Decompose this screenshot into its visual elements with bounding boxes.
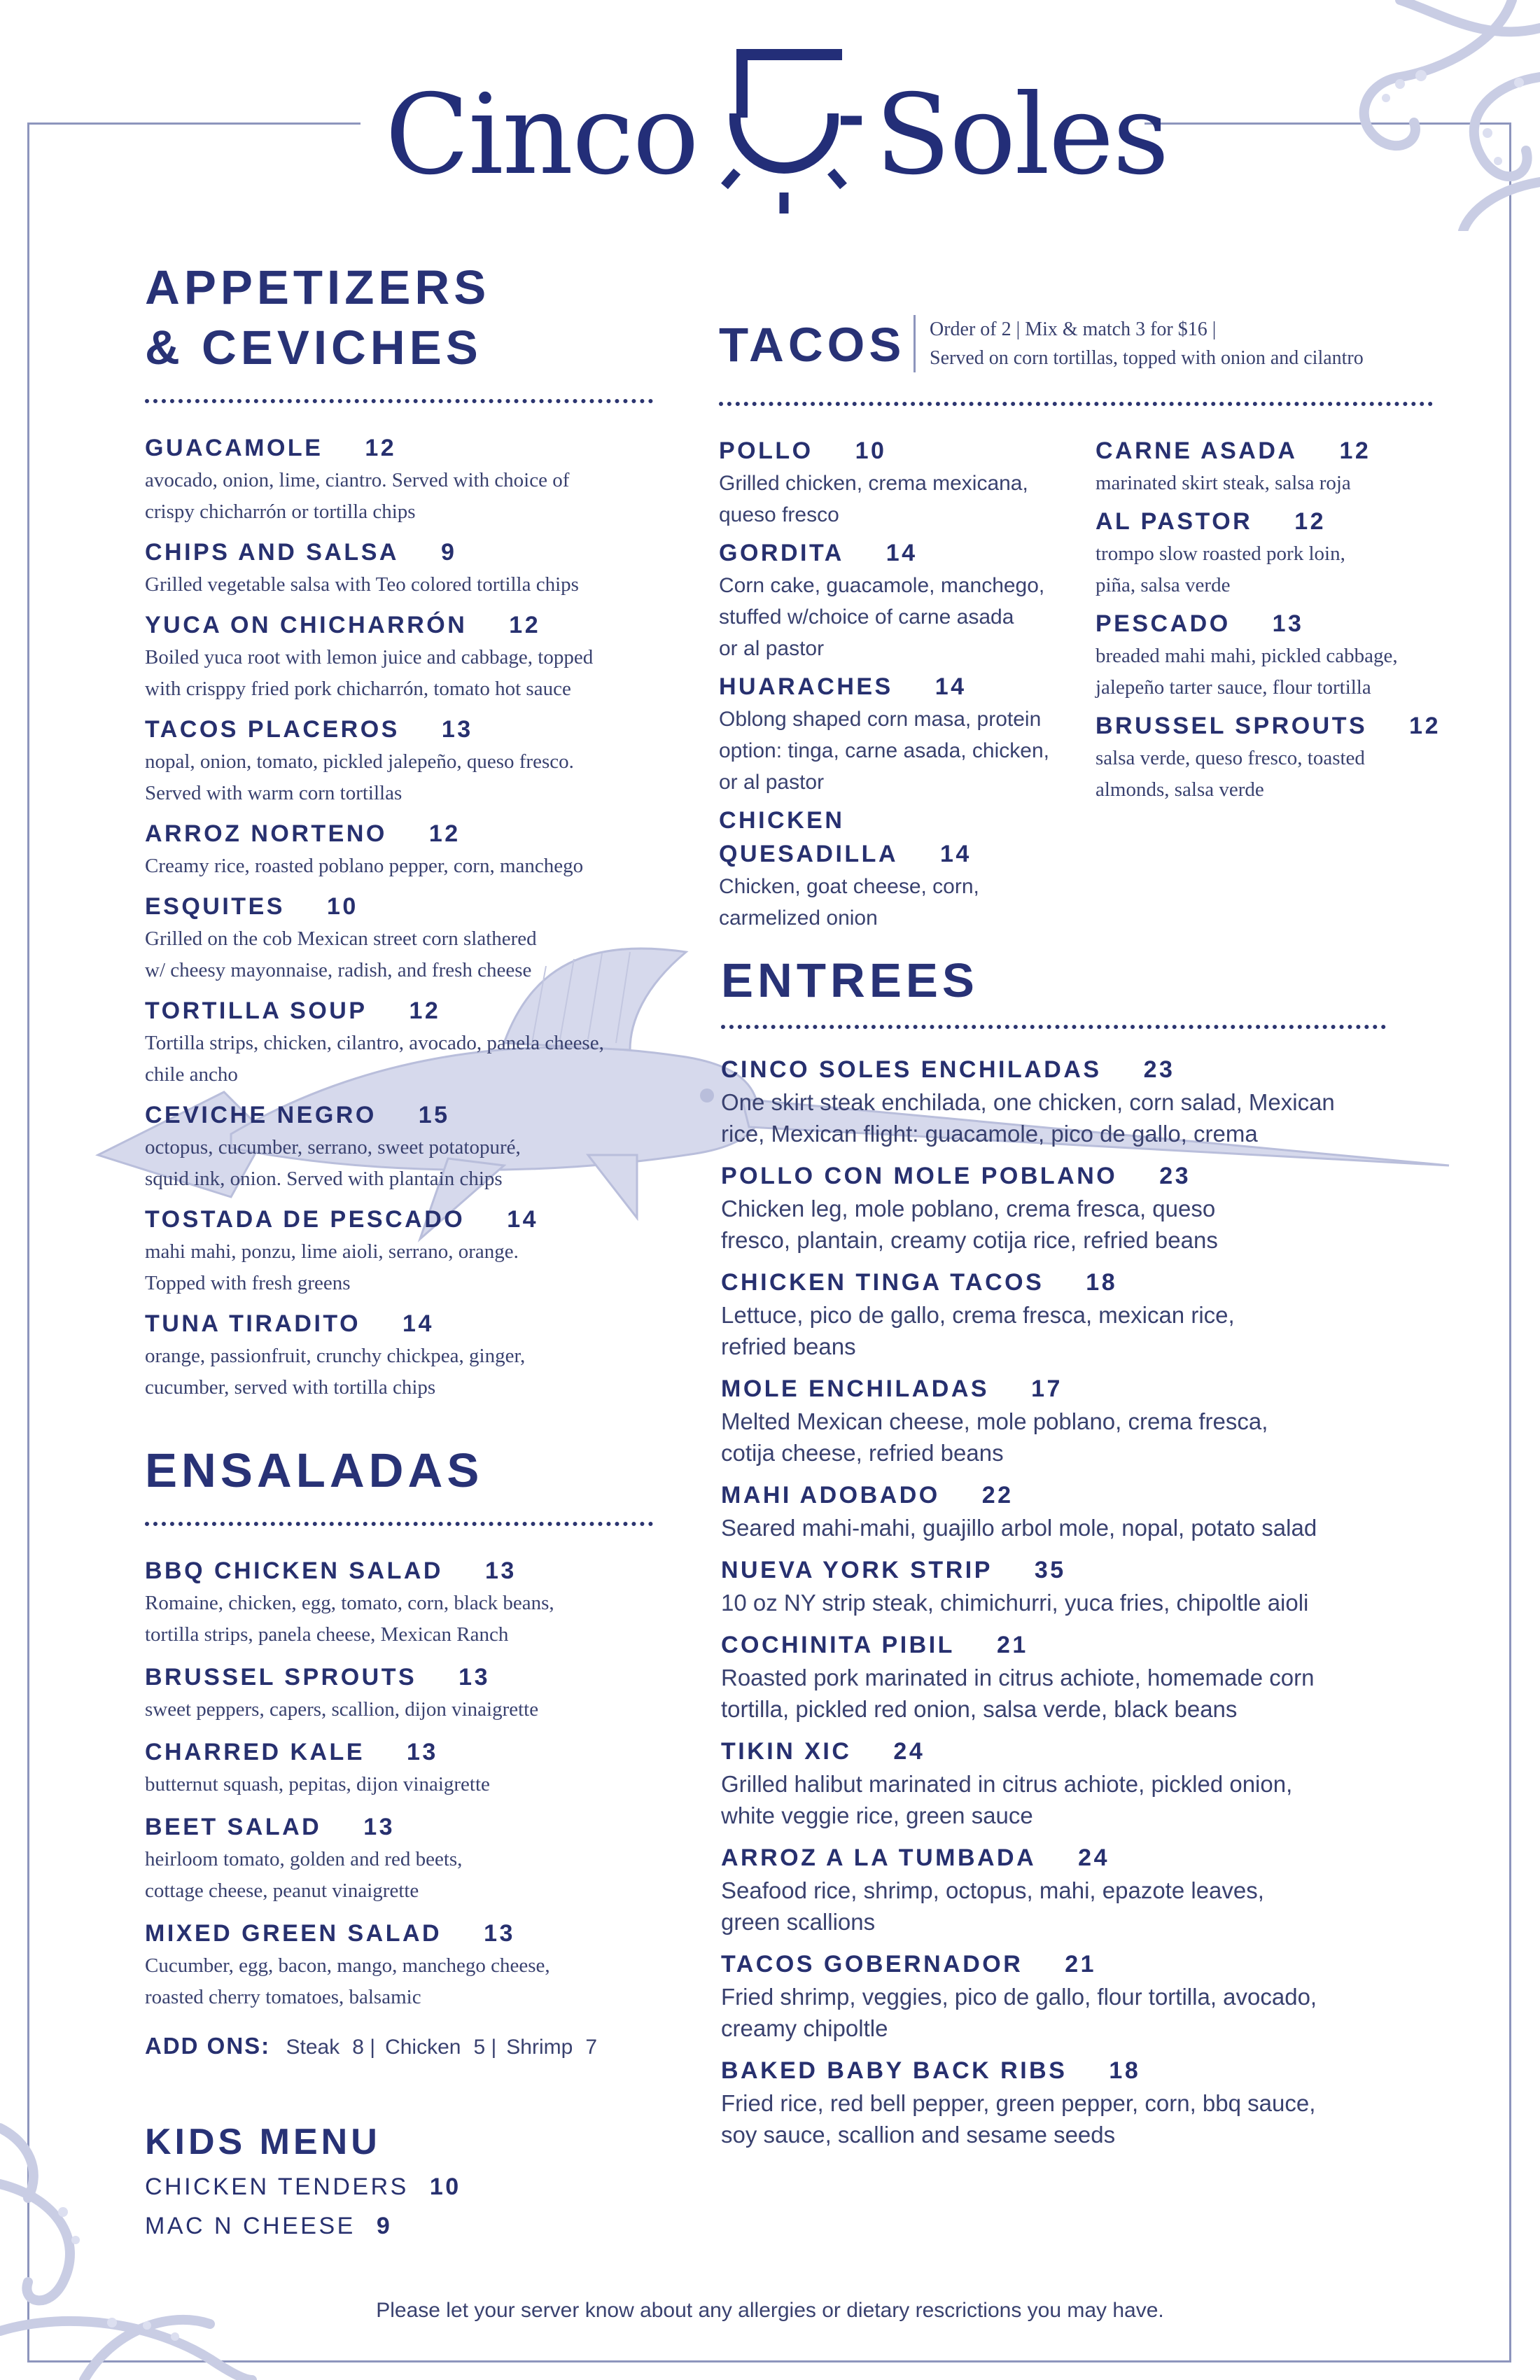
kids-list	[145, 2167, 656, 2246]
octopus-top-right-illustration	[1190, 0, 1540, 231]
menu-item	[145, 1660, 656, 1726]
menu-item-description: Corn cake, guacamole, manchego,	[719, 574, 1045, 597]
menu-item-price: 13	[363, 1814, 396, 1840]
menu-item	[145, 431, 656, 528]
menu-item-title	[1096, 505, 1460, 538]
menu-item-price: 23	[1143, 1056, 1175, 1083]
menu-item-description: carmelized onion	[719, 906, 878, 930]
menu-item-description: Grilled on the cob Mexican street corn slathered	[145, 927, 537, 950]
menu-item-description: crispy chicharrón or tortilla chips	[145, 500, 416, 523]
ensaladas-list	[145, 1554, 656, 2013]
menu-item-price: 18	[1109, 2057, 1141, 2084]
menu-item-name: CEVICHE NEGRO	[145, 1102, 377, 1128]
menu-item	[145, 1917, 656, 2013]
menu-item-description: cottage cheese, peanut vinaigrette	[145, 1879, 419, 1902]
menu-item	[721, 1841, 1421, 1938]
menu-item-description: heirloom tomato, golden and red beets,	[145, 1848, 463, 1870]
menu-item-title	[145, 994, 656, 1028]
menu-item	[721, 1053, 1421, 1149]
menu-item-description: Topped with fresh greens	[145, 1272, 351, 1294]
menu-item-title	[145, 431, 656, 465]
appetizers-title-line2: & CEVICHES	[145, 321, 482, 374]
menu-item-name: ARROZ NORTENO	[145, 820, 387, 847]
menu-item-description: tortilla, pickled red onion, salsa verde, black beans	[721, 1696, 1238, 1722]
tacos-note	[913, 315, 1364, 372]
menu-item-title	[145, 1307, 656, 1340]
menu-item-name: CHICKEN TINGA TACOS	[721, 1269, 1044, 1296]
menu-item-price: 14	[402, 1310, 434, 1337]
tacos-right-list	[1096, 434, 1460, 806]
menu-item-price: 14	[507, 1206, 539, 1233]
menu-item-title	[721, 1735, 1421, 1768]
menu-item	[719, 536, 1083, 664]
menu-item-title	[719, 536, 1083, 570]
menu-item-name: GUACAMOLE	[145, 435, 323, 461]
entrees-section	[721, 951, 1421, 2150]
menu-item	[719, 434, 1083, 531]
menu-item-title	[721, 1266, 1421, 1299]
menu-item-title	[145, 536, 656, 569]
menu-item-price: 9	[440, 539, 457, 566]
menu-item-name: GORDITA	[719, 540, 844, 566]
menu-item-name: COCHINITA PIBIL	[721, 1632, 955, 1658]
menu-item-description: Seafood rice, shrimp, octopus, mahi, epazote leaves,	[721, 1877, 1264, 1903]
menu-item-name: BAKED BABY BACK RIBS	[721, 2057, 1068, 2084]
menu-item-description: squid ink, onion. Served with plantain chips	[145, 1168, 503, 1190]
menu-item-description: tortilla strips, panela cheese, Mexican Ranch	[145, 1623, 509, 1646]
menu-item-name: CARNE ASADA	[1096, 438, 1298, 464]
menu-item-description: or al pastor	[719, 637, 825, 660]
menu-item	[721, 1628, 1421, 1725]
menu-item-description: roasted cherry tomatoes, balsamic	[145, 1986, 421, 2008]
menu-item-description: sweet peppers, capers, scallion, dijon vinaigrette	[145, 1698, 539, 1721]
separator: |	[485, 2036, 497, 2059]
menu-item-name: CINCO SOLES ENCHILADAS	[721, 1056, 1102, 1083]
menu-item-description: Fried rice, red bell pepper, green pepper, corn, bbq sauce,	[721, 2090, 1316, 2116]
menu-item-name: BEET SALAD	[145, 1814, 322, 1840]
menu-item-price: 14	[940, 841, 972, 867]
menu-item-description: Creamy rice, roasted poblano pepper, corn, manchego	[145, 855, 584, 877]
menu-item-price: 12	[409, 997, 441, 1024]
ensaladas-title: ENSALADAS	[145, 1443, 484, 1497]
menu-item-description: stuffed w/choice of carne asada	[719, 606, 1014, 629]
menu-item-price: 13	[484, 1558, 517, 1584]
menu-item	[721, 1266, 1421, 1362]
menu-item	[145, 1554, 656, 1651]
menu-item-name: MIXED GREEN SALAD	[145, 1920, 442, 1947]
menu-item-description: 10 oz NY strip steak, chimichurri, yuca fries, chipoltle aioli	[721, 1590, 1309, 1616]
menu-item	[1096, 709, 1460, 806]
menu-item-description: avocado, onion, lime, ciantro. Served with choice of	[145, 469, 570, 491]
menu-item-description: Served with warm corn tortillas	[145, 782, 402, 804]
menu-item-name: HUARACHES	[719, 673, 893, 700]
kids-item	[145, 2167, 656, 2206]
menu-item-description: Chicken, goat cheese, corn,	[719, 875, 979, 898]
kids-title: KIDS MENU	[145, 2122, 381, 2162]
menu-item-name: TORTILLA SOUP	[145, 997, 368, 1024]
menu-item	[145, 994, 656, 1091]
add-ons-list	[276, 2036, 597, 2059]
menu-item-description: with crisppy fried pork chicharrón, tomato hot sauce	[145, 678, 571, 700]
menu-item-title	[1096, 434, 1460, 468]
menu-item-description: Cucumber, egg, bacon, mango, manchego cheese,	[145, 1954, 550, 1977]
menu-item-price: 35	[1034, 1557, 1066, 1583]
menu-item-price: 13	[1272, 610, 1304, 637]
menu-item-name: TIKIN XIC	[721, 1738, 852, 1765]
menu-item	[145, 1307, 656, 1404]
add-on-name: Steak	[286, 2036, 340, 2059]
menu-item-name: BRUSSEL SPROUTS	[145, 1664, 417, 1690]
menu-item-name: POLLO	[719, 438, 813, 464]
kids-item-name: CHICKEN TENDERS	[145, 2174, 409, 2200]
kids-item-price: 9	[376, 2213, 393, 2239]
menu-item-description: white veggie rice, green sauce	[721, 1802, 1033, 1828]
menu-item-description: Grilled vegetable salsa with Teo colored tortilla chips	[145, 573, 579, 596]
tacos-left-list	[719, 434, 1083, 934]
menu-item-price: 24	[893, 1738, 925, 1765]
menu-item-description: Tortilla strips, chicken, cilantro, avocado, panela cheese,	[145, 1032, 604, 1054]
menu-item-name: TACOS PLACEROS	[145, 716, 400, 743]
menu-item	[1096, 505, 1460, 601]
menu-item-title	[719, 670, 1083, 704]
menu-item	[145, 536, 656, 601]
add-ons	[145, 2029, 656, 2065]
kids-item	[145, 2206, 656, 2246]
menu-item	[145, 1098, 656, 1195]
menu-item-name: TOSTADA DE PESCADO	[145, 1206, 465, 1233]
menu-item	[721, 1478, 1421, 1544]
menu-item	[145, 817, 656, 882]
menu-item-title	[721, 1159, 1421, 1193]
menu-item-description: nopal, onion, tomato, pickled jalepeño, queso fresco.	[145, 750, 574, 773]
add-on-item	[506, 2036, 597, 2059]
menu-item-title	[145, 1917, 656, 1950]
menu-item-price: 10	[855, 438, 887, 464]
menu-item-description: breaded mahi mahi, pickled cabbage,	[1096, 645, 1398, 667]
menu-item-name: AL PASTOR	[1096, 508, 1253, 535]
menu-item-description: green scallions	[721, 1909, 876, 1935]
menu-item-title	[145, 1098, 656, 1132]
menu-item-price: 15	[418, 1102, 450, 1128]
menu-item-title	[721, 1553, 1421, 1587]
menu-item-name: BBQ CHICKEN SALAD	[145, 1558, 443, 1584]
menu-item-price: 13	[484, 1920, 515, 1947]
menu-item-title	[1096, 709, 1460, 743]
menu-item-description: fresco, plantain, creamy cotija rice, refried beans	[721, 1227, 1218, 1253]
menu-item-description: chile ancho	[145, 1063, 238, 1086]
menu-item-description: butternut squash, pepitas, dijon vinaigrette	[145, 1773, 490, 1795]
menu-item	[721, 2054, 1421, 2150]
menu-item	[721, 1553, 1421, 1618]
tacos-note-line1: Order of 2 | Mix & match 3 for $16 |	[930, 318, 1217, 340]
tacos-title: TACOS	[719, 318, 906, 372]
add-on-name: Shrimp	[506, 2036, 573, 2059]
appetizers-section	[145, 258, 656, 1404]
left-column	[145, 258, 656, 2239]
menu-item-name: ARROZ A LA TUMBADA	[721, 1844, 1037, 1871]
appetizers-list	[145, 431, 656, 1404]
separator: |	[363, 2036, 376, 2059]
menu-item-description: Grilled chicken, crema mexicana,	[719, 472, 1028, 495]
logo-word-soles: Soles	[875, 71, 1168, 200]
menu-item	[1096, 607, 1460, 704]
menu-item-description: queso fresco	[719, 503, 839, 526]
menu-item-description: piña, salsa verde	[1096, 574, 1231, 596]
menu-item-price: 23	[1159, 1163, 1191, 1189]
menu-item-description: trompo slow roasted pork loin,	[1096, 542, 1345, 565]
menu-item-name: YUCA ON CHICHARRÓN	[145, 612, 468, 638]
add-on-price: 5	[473, 2036, 486, 2059]
menu-item-description: soy sauce, scallion and sesame seeds	[721, 2122, 1116, 2148]
kids-item-price: 10	[429, 2174, 461, 2200]
divider	[145, 1522, 653, 1526]
menu-item-price: 22	[981, 1482, 1014, 1508]
entrees-list	[721, 1053, 1421, 2150]
menu-item-price: 12	[1294, 508, 1326, 535]
menu-item-price: 21	[996, 1632, 1028, 1658]
entrees-title: ENTREES	[721, 953, 979, 1007]
appetizers-title-line1: APPETIZERS	[145, 260, 491, 314]
menu-item-name: NUEVA YORK STRIP	[721, 1557, 993, 1583]
menu-item-title	[719, 434, 1083, 468]
tacos-header	[719, 315, 905, 375]
add-on-item	[286, 2036, 364, 2059]
menu-item-name: BRUSSEL SPROUTS	[1096, 713, 1368, 739]
menu-item-description: almonds, salsa verde	[1096, 778, 1264, 801]
menu-item-title	[721, 1841, 1421, 1875]
menu-item-name: POLLO CON MOLE POBLANO	[721, 1163, 1118, 1189]
menu-item	[721, 1947, 1421, 2044]
add-on-name: Chicken	[385, 2036, 461, 2059]
menu-item-description: orange, passionfruit, crunchy chickpea, ginger,	[145, 1345, 526, 1367]
menu-item-title	[721, 1053, 1421, 1086]
appetizers-title	[145, 258, 656, 378]
ensaladas-section	[145, 1441, 656, 2065]
menu-item-price: 13	[441, 716, 473, 743]
menu-item-price: 10	[326, 893, 358, 920]
menu-item-title	[145, 1735, 656, 1769]
menu-item-price: 14	[886, 540, 918, 566]
menu-item-description: w/ cheesy mayonnaise, radish, and fresh cheese	[145, 959, 532, 981]
kids-section	[145, 2120, 656, 2246]
menu-item-description: cotija cheese, refried beans	[721, 1440, 1004, 1466]
menu-item-description: Romaine, chicken, egg, tomato, corn, black beans,	[145, 1592, 554, 1614]
menu-item-description: marinated skirt steak, salsa roja	[1096, 472, 1351, 494]
menu-item-title	[719, 804, 1083, 871]
menu-item-title	[721, 1372, 1421, 1406]
add-on-price: 7	[585, 2036, 597, 2059]
menu-item-name: TUNA TIRADITO	[145, 1310, 361, 1337]
menu-item-description: Roasted pork marinated in citrus achiote, homemade corn	[721, 1665, 1315, 1690]
menu-item	[721, 1735, 1421, 1831]
menu-item-title	[145, 817, 656, 850]
menu-item	[721, 1372, 1421, 1469]
menu-item-description: rice, Mexican flight: guacamole, pico de gallo, crema	[721, 1121, 1258, 1147]
tacos-note-line2: Served on corn tortillas, topped with onion and cilantro	[930, 347, 1364, 369]
menu-item-title	[145, 608, 656, 642]
menu-item-description: Boiled yuca root with lemon juice and cabbage, topped	[145, 646, 594, 668]
menu-item-price: 24	[1078, 1844, 1110, 1871]
menu-item	[145, 1810, 656, 1907]
menu-item-description: Lettuce, pico de gallo, crema fresca, mexican rice,	[721, 1302, 1235, 1328]
menu-item-title	[721, 1628, 1421, 1662]
menu-item-title	[145, 1203, 656, 1236]
menu-item-price: 21	[1065, 1951, 1097, 1977]
menu-item-description: octopus, cucumber, serrano, sweet potatopuré,	[145, 1136, 521, 1158]
menu-item-description: cucumber, served with tortilla chips	[145, 1376, 436, 1399]
add-ons-label: ADD ONS:	[145, 2033, 271, 2059]
menu-item-price: 14	[934, 673, 967, 700]
divider	[145, 399, 653, 403]
kids-item-name: MAC N CHEESE	[145, 2213, 356, 2239]
menu-item	[145, 890, 656, 986]
menu-item-description: Chicken leg, mole poblano, crema fresca, queso	[721, 1196, 1216, 1222]
menu-item	[145, 608, 656, 705]
menu-item-name: MOLE ENCHILADAS	[721, 1376, 990, 1402]
logo-word-cinco: Cinco	[385, 71, 698, 200]
menu-item-price: 18	[1086, 1269, 1118, 1296]
allergy-note: Please let your server know about any allergies or dietary rescrictions you may have.	[376, 2299, 1164, 2322]
logo	[385, 42, 1168, 217]
menu-item-description: salsa verde, queso fresco, toasted	[1096, 747, 1365, 769]
menu-item	[719, 804, 1083, 934]
menu-item-title	[145, 1554, 656, 1588]
menu-item-description: Grilled halibut marinated in citrus achiote, pickled onion,	[721, 1771, 1293, 1797]
menu-item-title	[1096, 607, 1460, 640]
menu-item-name: PESCADO	[1096, 610, 1231, 637]
menu-item-price: 17	[1031, 1376, 1063, 1402]
menu-item-title	[145, 1810, 656, 1844]
menu-item	[145, 1203, 656, 1299]
menu-item-description: refried beans	[721, 1334, 856, 1359]
menu-item-price: 12	[365, 435, 397, 461]
menu-item-name: CHICKEN QUESADILLA	[719, 807, 898, 867]
menu-item-description: Fried shrimp, veggies, pico de gallo, flour tortilla, avocado,	[721, 1984, 1317, 2010]
menu-item-description: creamy chipoltle	[721, 2015, 888, 2041]
add-on-item	[385, 2036, 485, 2059]
menu-item-name: TACOS GOBERNADOR	[721, 1951, 1023, 1977]
menu-item-price: 13	[407, 1739, 438, 1765]
menu-item-name: MAHI ADOBADO	[721, 1482, 940, 1508]
menu-item	[1096, 434, 1460, 499]
menu-item	[721, 1159, 1421, 1256]
menu-item-description: One skirt steak enchilada, one chicken, corn salad, Mexican	[721, 1089, 1335, 1115]
menu-item	[145, 713, 656, 809]
menu-item-price: 12	[1409, 713, 1441, 739]
divider	[719, 402, 1433, 406]
divider	[721, 1025, 1386, 1029]
menu-item-description: Seared mahi-mahi, guajillo arbol mole, nopal, potato salad	[721, 1515, 1317, 1541]
menu-item-title	[721, 2054, 1421, 2087]
menu-item-title	[145, 1660, 656, 1694]
menu-item	[719, 670, 1083, 798]
menu-item-price: 12	[428, 820, 461, 847]
menu-item-name: CHIPS AND SALSA	[145, 539, 399, 566]
menu-item-description: Oblong shaped corn masa, protein	[719, 708, 1042, 731]
menu-item-description: option: tinga, carne asada, chicken,	[719, 739, 1049, 762]
menu-item-description: or al pastor	[719, 771, 825, 794]
menu-item-title	[721, 1478, 1421, 1512]
add-on-price: 8	[352, 2036, 364, 2059]
menu-item-price: 12	[1339, 438, 1371, 464]
menu-item-name: ESQUITES	[145, 893, 285, 920]
menu-item-description: mahi mahi, ponzu, lime aioli, serrano, orange.	[145, 1240, 519, 1263]
sun-icon	[704, 42, 864, 217]
menu-item-title	[145, 713, 656, 746]
menu-item-title	[721, 1947, 1421, 1981]
menu-item-title	[145, 890, 656, 923]
menu-item-description: jalepeño tarter sauce, flour tortilla	[1096, 676, 1371, 699]
menu-item-price: 12	[509, 612, 541, 638]
menu-item-description: Melted Mexican cheese, mole poblano, crema fresca,	[721, 1408, 1268, 1434]
menu-item-price: 13	[458, 1664, 490, 1690]
menu-item-name: CHARRED KALE	[145, 1739, 365, 1765]
menu-item	[145, 1735, 656, 1800]
